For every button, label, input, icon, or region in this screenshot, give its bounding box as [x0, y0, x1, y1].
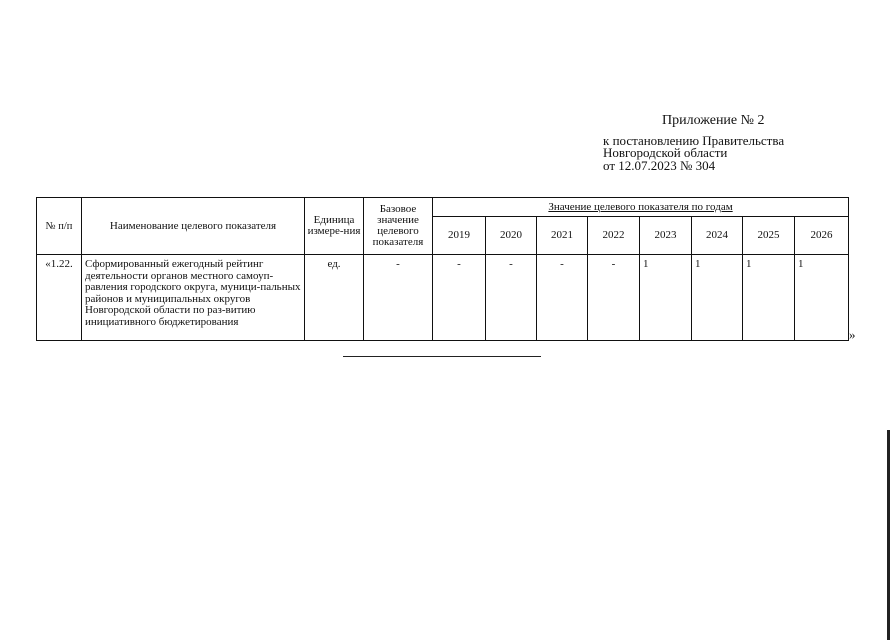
header-num: № п/п: [37, 198, 82, 255]
appendix-title: Приложение № 2: [662, 113, 765, 128]
indicator-table: [36, 197, 849, 341]
appendix-line-2: Новгородской области: [603, 145, 728, 160]
header-years-group: Значение целевого показателя по годам: [433, 198, 849, 217]
row-value-cell: 1: [795, 255, 849, 341]
row-value-cell: -: [433, 255, 486, 341]
header-base: Базовое значение целевого показателя: [364, 198, 433, 255]
header-year: 2026: [795, 217, 849, 255]
header-year: 2022: [588, 217, 640, 255]
row-num: «1.22.: [37, 255, 82, 341]
row-name: Сформированный ежегодный рейтинг деятельности органов местного самоуп-равления городского округа, муници-пальных районов и муниципальных округов Новгородской области по раз-витию инициативного бюджетирования: [82, 255, 305, 341]
row-value-cell: 1: [640, 255, 692, 341]
row-value-cell: -: [537, 255, 588, 341]
scan-edge-mark: [887, 430, 890, 640]
appendix-line-1: к постановлению Правительства: [603, 132, 785, 148]
appendix-line-3: от 12.07.2023 № 304: [603, 157, 716, 173]
header-year: 2019: [433, 217, 486, 255]
closing-quote: »: [849, 327, 856, 342]
header-unit: Единица измере-ния: [305, 198, 364, 255]
indicator-table-wrapper: [36, 197, 849, 341]
appendix-header: [603, 115, 784, 172]
row-value-cell: -: [588, 255, 640, 341]
header-year: 2025: [743, 217, 795, 255]
separator-line: [343, 356, 541, 357]
header-year: 2023: [640, 217, 692, 255]
header-year: 2020: [486, 217, 537, 255]
row-value-cell: -: [486, 255, 537, 341]
row-value-cell: 1: [743, 255, 795, 341]
header-year: 2021: [537, 217, 588, 255]
row-value-cell: 1: [692, 255, 743, 341]
row-unit: ед.: [305, 255, 364, 341]
header-year: 2024: [692, 217, 743, 255]
table-row: [37, 255, 849, 341]
header-name: Наименование целевого показателя: [82, 198, 305, 255]
row-base-value: -: [364, 255, 433, 341]
